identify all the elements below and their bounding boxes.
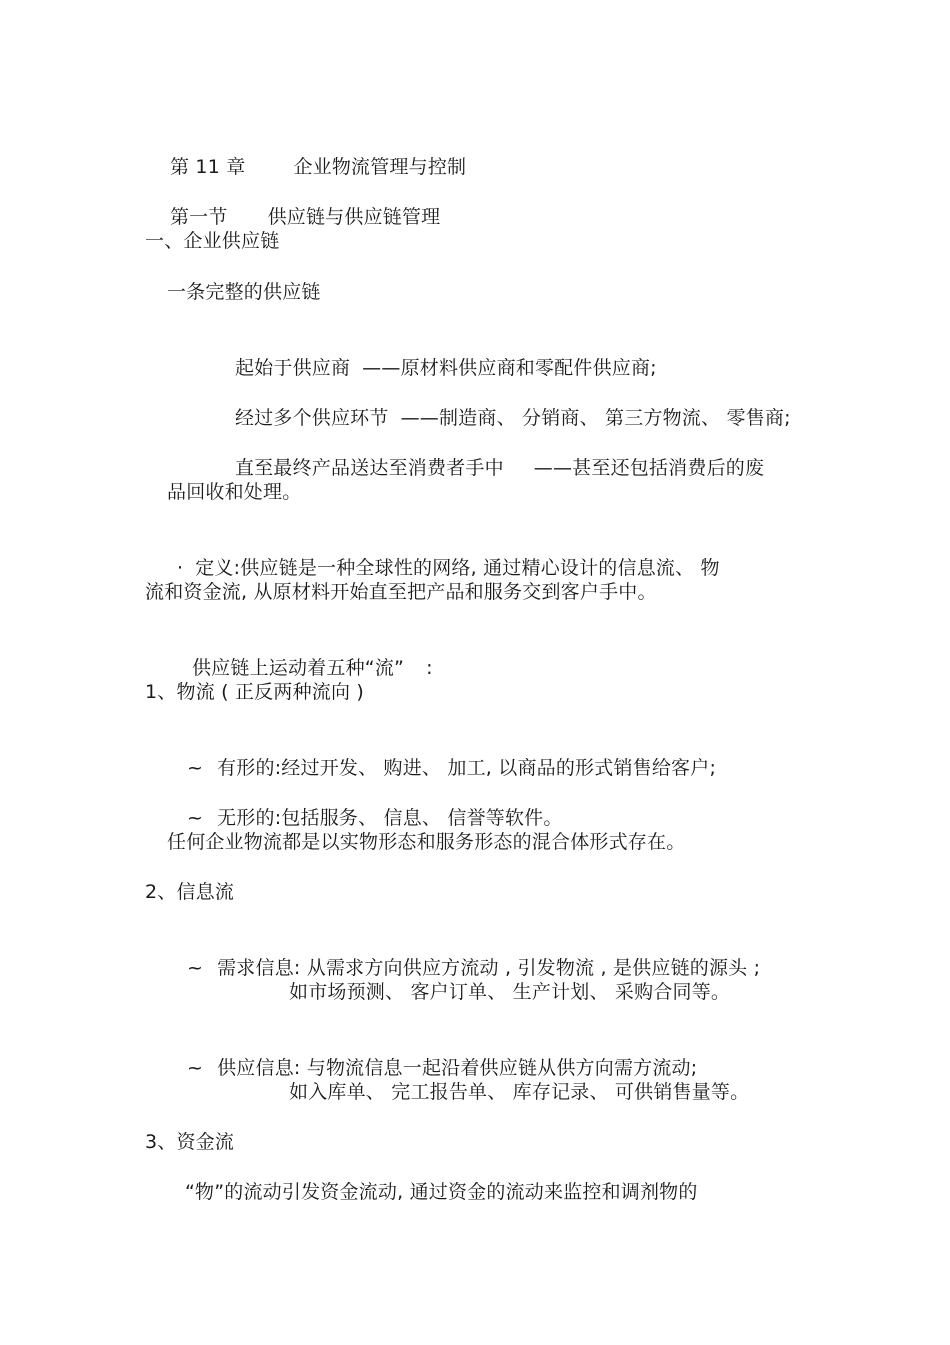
flow2-demand: ~ 需求信息: 从需求方向供应方流动 , 引发物流 , 是供应链的源头 ;: [186, 957, 761, 979]
flow3-text: “物”的流动引发资金流动, 通过资金的流动来监控和调剂物的: [185, 1181, 698, 1203]
heading-enterprise-supply-chain: 一、企业供应链: [145, 230, 280, 252]
section-title: 供应链与供应链管理: [267, 206, 441, 228]
flow3-title: 3、资金流: [145, 1131, 235, 1153]
intro-line: 一条完整的供应链: [167, 281, 321, 303]
chain-end-continued: 品回收和处理。: [167, 481, 302, 503]
chain-end: 直至最终产品送达至消费者手中 ——甚至还包括消费后的废: [234, 457, 765, 479]
definition-line-1: · 定义:供应链是一种全球性的网络, 通过精心设计的信息流、 物: [176, 557, 720, 579]
flow2-demand-example: 如市场预测、 客户订单、 生产计划、 采购合同等。: [289, 981, 731, 1003]
flow2-supply: ~ 供应信息: 与物流信息一起沿着供应链从供方向需方流动;: [186, 1057, 698, 1079]
flow1-intangible: ~ 无形的:包括服务、 信息、 信誉等软件。: [186, 807, 563, 829]
chain-via: 经过多个供应环节 ——制造商、 分销商、 第三方物流、 零售商;: [234, 407, 791, 429]
chapter-title: 企业物流管理与控制: [293, 156, 467, 178]
flow1-note: 任何企业物流都是以实物形态和服务形态的混合体形式存在。: [167, 831, 686, 853]
bullet: ·: [176, 557, 184, 579]
flow1-tangible: ~ 有形的:经过开发、 购进、 加工, 以商品的形式销售给客户;: [186, 757, 717, 779]
flow2-title: 2、信息流: [145, 881, 235, 903]
chain-start: 起始于供应商 ——原材料供应商和零配件供应商;: [234, 357, 657, 379]
chapter-label: 第 11 章: [169, 156, 246, 178]
definition-line-2: 流和资金流, 从原材料开始直至把产品和服务交到客户手中。: [145, 581, 657, 603]
flow2-supply-example: 如入库单、 完工报告单、 库存记录、 可供销售量等。: [289, 1081, 750, 1103]
five-flows-line: 供应链上运动着五种“流” :: [191, 657, 433, 679]
section-label: 第一节: [169, 206, 228, 228]
flow1-title: 1、物流 ( 正反两种流向 ): [145, 681, 365, 703]
